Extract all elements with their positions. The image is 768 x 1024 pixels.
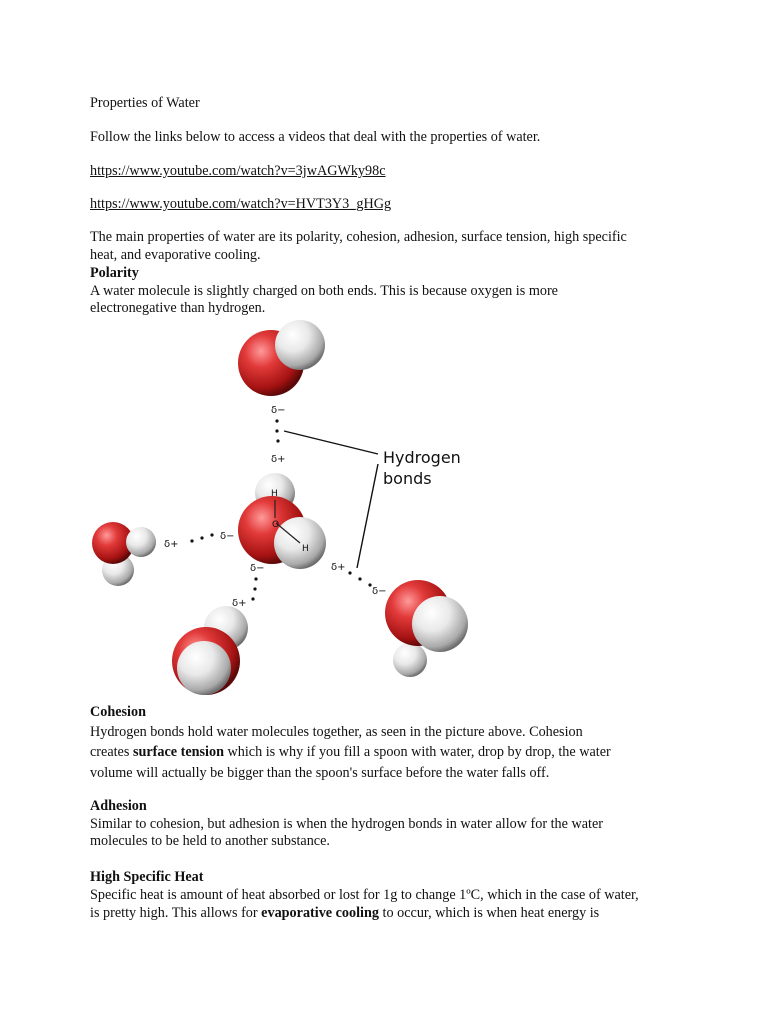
hydrogen-bonds-label-line-1: Hydrogen xyxy=(383,448,461,467)
delta-minus-left: δ− xyxy=(220,531,235,542)
delta-plus-left: δ+ xyxy=(164,539,179,550)
specific-heat-line-1: Specific heat is amount of heat absorbed or lost for 1g to change 1ºC, which in the case of water, xyxy=(90,887,639,903)
cohesion-line-3: volume will actually be bigger than the spoon's surface before the water falls off. xyxy=(90,765,550,781)
overview-line-2: heat, and evaporative cooling. xyxy=(90,247,261,263)
delta-plus-bottom: δ+ xyxy=(232,598,247,609)
delta-plus-right: δ+ xyxy=(331,562,346,573)
water-molecule-bottom xyxy=(172,606,248,695)
delta-minus-top: δ− xyxy=(271,405,286,416)
adhesion-line-2: molecules to be held to another substance. xyxy=(90,833,330,849)
page-title: Properties of Water xyxy=(90,95,200,111)
delta-minus-bottom: δ− xyxy=(250,563,265,574)
hydrogen-bond-diagram xyxy=(88,318,488,704)
overview-line-1: The main properties of water are its polarity, cohesion, adhesion, surface tension, high specific xyxy=(90,229,627,245)
cohesion-line-1: Hydrogen bonds hold water molecules together, as seen in the picture above. Cohesion xyxy=(90,724,583,740)
adhesion-line-1: Similar to cohesion, but adhesion is when the hydrogen bonds in water allow for the water xyxy=(90,816,604,832)
polarity-heading: Polarity xyxy=(90,265,139,281)
evaporative-cooling-term: evaporative cooling xyxy=(261,905,379,921)
cohesion-line-2: creates surface tension which is why if you fill a spoon with water, drop by drop, the water xyxy=(90,744,611,760)
water-molecule-left xyxy=(92,522,156,586)
water-molecule-right xyxy=(385,580,468,677)
specific-heat-line-2: is pretty high. This allows for evaporative cooling to occur, which is when heat energy is xyxy=(90,905,600,921)
surface-tension-term: surface tension xyxy=(132,744,224,760)
specific-heat-heading: High Specific Heat xyxy=(90,869,204,885)
delta-minus-right: δ− xyxy=(372,586,387,597)
video-link-1[interactable]: https://www.youtube.com/watch?v=3jwAGWky98c xyxy=(90,163,386,179)
intro-text: Follow the links below to access a videos that deal with the properties of water. xyxy=(90,129,541,145)
hydrogen-bonds-label-line-2: bonds xyxy=(383,469,432,488)
atom-o-label: O xyxy=(272,520,280,530)
video-link-2[interactable]: https://www.youtube.com/watch?v=HVT3Y3_gHGg xyxy=(90,196,392,212)
water-molecule-top xyxy=(238,320,325,396)
atom-h-label-1: H xyxy=(271,489,278,499)
polarity-line-2: electronegative than hydrogen. xyxy=(90,300,266,316)
delta-plus-top: δ+ xyxy=(271,454,286,465)
atom-h-label-2: H xyxy=(302,544,309,554)
adhesion-heading: Adhesion xyxy=(90,798,147,814)
water-molecule-center xyxy=(238,473,326,569)
polarity-line-1: A water molecule is slightly charged on both ends. This is because oxygen is more xyxy=(90,283,558,299)
cohesion-heading: Cohesion xyxy=(90,704,146,720)
